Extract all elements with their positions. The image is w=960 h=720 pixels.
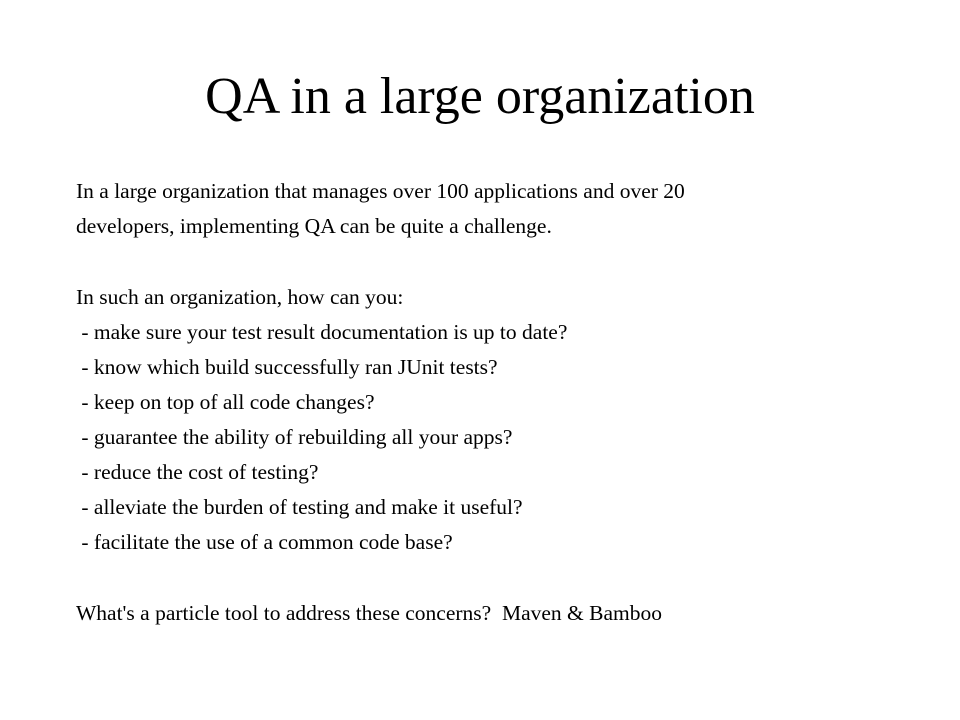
paragraph-gap (76, 244, 936, 280)
slide-body (76, 174, 936, 631)
bullet-item: - know which build successfully ran JUnit tests? (76, 355, 498, 379)
slide-title: QA in a large organization (205, 68, 755, 125)
bullet-item: - keep on top of all code changes? (76, 390, 375, 414)
bullet-item: - reduce the cost of testing? (76, 460, 319, 484)
closing-line: What's a particle tool to address these concerns? Maven & Bamboo (76, 601, 662, 625)
bullet-item: - make sure your test result documentation is up to date? (76, 320, 568, 344)
intro-line: In a large organization that manages over 100 applications and over 20 (76, 179, 685, 203)
paragraph-gap (76, 560, 936, 596)
question-lead: In such an organization, how can you: (76, 285, 404, 309)
bullet-item: - alleviate the burden of testing and make it useful? (76, 495, 523, 519)
intro-line: developers, implementing QA can be quite a challenge. (76, 214, 552, 238)
bullet-item: - facilitate the use of a common code base? (76, 530, 453, 554)
bullet-item: - guarantee the ability of rebuilding all your apps? (76, 425, 513, 449)
